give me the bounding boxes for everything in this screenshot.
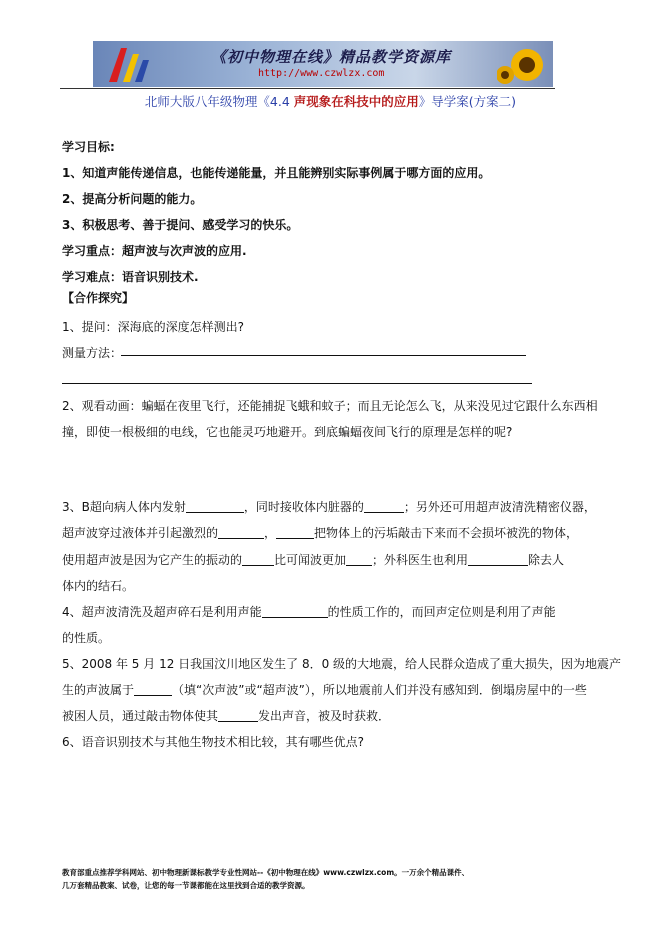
fill-blank[interactable] (134, 683, 172, 696)
question-4-line (62, 604, 556, 620)
question-5-line (62, 708, 390, 724)
footer-line: 教育部重点推荐学科网站、初中物理新课标教学专业性网站--《初中物理在线》www.czwlzx.com。一万余个精品课件、 (62, 868, 470, 877)
question-3-line (62, 552, 564, 568)
q5-text: 发出声音，被及时获救． (258, 709, 391, 723)
q3-text: 超声波穿过液体并引起激烈的 (62, 526, 219, 540)
q4-text: 4、超声波清洗及超声碎石是利用声能 (62, 605, 262, 619)
fill-blank[interactable] (276, 526, 314, 539)
q4-text: 的性质工作的，而回声定位则是利用了声能 (327, 605, 556, 619)
question-5-line: 5、2008 年 5 月 12 日我国汶川地区发生了 8．0 级的大地震，给人民群众造成了重大损失，因为地震产 (62, 657, 622, 671)
q3-text: ；另外还可用超声波清洗精密仪器， (403, 500, 596, 514)
question-2-line: 2、观看动画：蝙蝠在夜里飞行，还能捕捉飞蛾和蚊子；而且无论怎么飞，从来没见过它跟什么东西相 (62, 399, 598, 413)
key-point: 学习重点：超声波与次声波的应用. (62, 244, 247, 258)
banner-url: http://www.czwlzx.com (258, 68, 385, 79)
footer-line: 几万套精品教案、试卷，让您的每一节课都能在这里找到合适的教学资源。 (62, 881, 310, 890)
q5-text: 生的声波属于 (62, 683, 135, 697)
fill-blank[interactable] (242, 553, 274, 566)
fill-blank[interactable] (346, 553, 372, 566)
sunflower-icon (497, 45, 547, 85)
goals-heading: 学习目标: (62, 140, 115, 154)
question-3-line (62, 499, 596, 515)
section-heading: 【合作探究】 (62, 291, 135, 305)
question-3-line: 体内的结石。 (62, 579, 135, 593)
q3-text: 比可闻波更加 (274, 553, 347, 567)
goal-item: 3、积极思考、善于提问、感受学习的快乐。 (62, 218, 299, 232)
question-3-line (62, 525, 578, 541)
banner-title: 《初中物理在线》精品教学资源库 (211, 48, 452, 66)
question-1: 1、提问：深海底的深度怎样测出? (62, 320, 245, 334)
footer (62, 866, 622, 892)
fill-blank[interactable] (364, 500, 404, 513)
fill-blank[interactable] (218, 526, 264, 539)
title-emphasis: 声现象在科技中的应用 (293, 94, 419, 109)
q3-text: 除去人 (528, 553, 565, 567)
site-logo-icon (99, 44, 159, 84)
fill-blank[interactable] (262, 605, 328, 618)
goal-item: 2、提高分析问题的能力。 (62, 192, 203, 206)
question-5-line (62, 682, 587, 698)
difficulty: 学习难点：语音识别技术. (62, 270, 199, 284)
q5-text: （填“次声波”或“超声波”），所以地震前人们并没有感知到．倒塌房屋中的一些 (172, 683, 587, 697)
fill-blank[interactable] (468, 553, 528, 566)
q3-text: 3、B超向病人体内发射 (62, 500, 186, 514)
title-prefix: 北师大版八年级物理《4.4 (144, 94, 294, 109)
title-suffix: 》导学案(方案二) (418, 94, 517, 109)
fill-blank[interactable] (218, 709, 258, 722)
goal-item: 1、知道声能传递信息，也能传递能量，并且能辨别实际事例属于哪方面的应用。 (62, 166, 491, 180)
answer-blank[interactable] (62, 383, 532, 384)
q3-text: ， (264, 526, 277, 540)
answer-blank[interactable] (121, 355, 526, 356)
header-banner (93, 41, 553, 87)
q3-text: ；外科医生也利用 (372, 553, 469, 567)
document-title (0, 92, 661, 110)
fill-blank[interactable] (186, 500, 244, 513)
header-rule (60, 88, 555, 89)
q3-text: ，同时接收体内脏器的 (243, 500, 364, 514)
measure-method-label: 测量方法： (62, 346, 123, 360)
q5-text: 被困人员，通过敲击物体使其 (62, 709, 219, 723)
q3-text: 把物体上的污垢敲击下来而不会损坏被洗的物体， (314, 526, 579, 540)
q3-text: 使用超声波是因为它产生的振动的 (62, 553, 243, 567)
question-2-line: 撞，即使一根极细的电线，它也能灵巧地避开。到底蝙蝠夜间飞行的原理是怎样的呢? (62, 425, 513, 439)
question-6: 6、语音识别技术与其他生物技术相比较，其有哪些优点? (62, 735, 365, 749)
question-4-line: 的性质。 (62, 631, 111, 645)
